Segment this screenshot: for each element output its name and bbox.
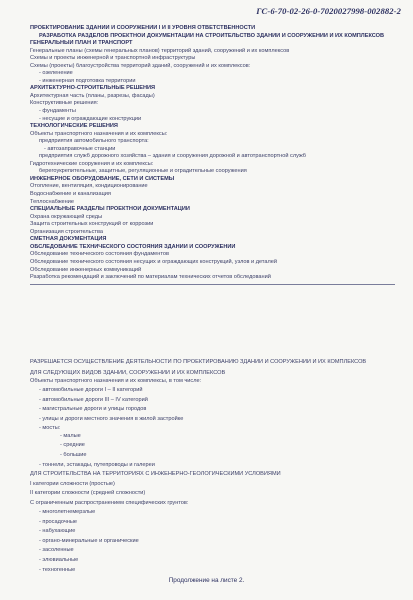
list-item: - техногенные [39,566,76,573]
section-heading: РАЗРАБОТКА РАЗДЕЛОВ ПРОЕКТНОЙ ДОКУМЕНТАЦИИ НА СТРОИТЕЛЬСТВО ЗДАНИЙ И СООРУЖЕНИЙ И ИХ КОМПЛЕКСОВ [39,32,385,39]
section-heading: АРХИТЕКТУРНО-СТРОИТЕЛЬНЫЕ РЕШЕНИЯ [30,85,156,92]
list-item: Объекты транспортного назначения и их комплексы: [30,130,168,137]
list-item: Теплоснабжение [30,198,74,205]
list-item: Схемы (проекты) благоустройства территорий зданий, сооружений и их комплексов: [30,62,251,69]
list-item: - средние [60,442,85,449]
list-item: Охрана окружающей среды [30,213,103,220]
list-item: РАЗРЕШАЕТСЯ ОСУЩЕСТВЛЕНИЕ ДЕЯТЕЛЬНОСТИ ПО ПРОЕКТИРОВАНИЮ ЗДАНИЙ И СООРУЖЕНИЙ И ИХ КОМПЛЕКСОВ [30,359,367,365]
section-heading: ОБСЛЕДОВАНИЕ ТЕХНИЧЕСКОГО СОСТОЯНИЯ ЗДАНИЙ И СООРУЖЕНИЙ [30,243,236,250]
list-item: - озеленение [39,70,73,77]
list-item: Отопление, вентиляция, кондиционирование [30,183,148,190]
list-item: - улицы и дороги местного значения в жилой застройке [39,415,184,422]
list-item: Организация строительства [30,228,103,235]
section-heading: ПРОЕКТИРОВАНИЕ ЗДАНИЙ И СООРУЖЕНИЙ I И II УРОВНЯ ОТВЕТСТВЕННОСТИ [30,25,256,31]
list-item: I категории сложности (простые) [30,480,115,487]
list-item: Обследование технического состояния несущих и ограждающих конструкций, узлов и деталей [30,258,278,265]
section-heading: ИНЖЕНЕРНОЕ ОБОРУДОВАНИЕ, СЕТИ И СИСТЕМЫ [30,175,175,182]
list-item: ДЛЯ СТРОИТЕЛЬСТВА НА ТЕРРИТОРИЯХ С ИНЖЕНЕРНО-ГЕОЛОГИЧЕСКИМИ УСЛОВИЯМИ [30,471,281,478]
list-item: - магистральные дороги и улицы городов [39,406,147,413]
section-design-works [30,25,395,287]
section-heading: СМЕТНАЯ ДОКУМЕНТАЦИЯ [30,236,107,243]
list-item: ДЛЯ СЛЕДУЮЩИХ ВИДОВ ЗДАНИЙ, СООРУЖЕНИЙ И ИХ КОМПЛЕКСОВ [30,370,226,377]
list-item: Объекты транспортного назначения и их комплексы, в том числе: [30,377,202,384]
list-item: Обследование инженерных коммуникаций [30,266,142,273]
list-item: Водоснабжение и канализация [30,191,111,198]
list-item: - многолетнемерзлые [39,509,96,516]
section-heading: СПЕЦИАЛЬНЫЕ РАЗДЕЛЫ ПРОЕКТНОЙ ДОКУМЕНТАЦИИ [30,206,190,213]
list-item: Разработка рекомендаций и заключений по материалам технических отчетов обследований [30,274,271,281]
list-item: Защита строительных конструкций от коррозии [30,221,154,228]
list-item: Конструктивные решения: [30,100,99,107]
list-item: II категории сложности (средней сложности) [30,490,146,497]
list-item: - просадочные [39,518,77,525]
list-item: - автомобильные дороги I – II категорий [39,387,143,394]
list-item: - инженерная подготовка территории [39,77,136,84]
list-item: - элювиальные [39,556,79,563]
list-item: - тоннели, эстакады, путепроводы и галереи [39,461,155,468]
list-item: - фундаменты [39,108,76,115]
list-item: Архитектурная часть (планы, разрезы, фасады) [30,92,155,99]
list-item: Гидротехнические сооружения и их комплексы: [30,160,154,167]
section-heading: ГЕНЕРАЛЬНЫЙ ПЛАН И ТРАНСПОРТ [30,40,133,47]
list-item: - мосты: [39,425,61,432]
list-item: - большие [60,451,87,458]
list-item: предприятия автомобильного транспорта: [39,138,149,145]
list-item: Обследование технического состояния фундаментов [30,251,169,258]
document-number: ГС-6-70-02-26-0-7020027998-002882-2 [256,6,401,16]
list-item: Генеральные планы (схемы генеральных планов) территорий зданий, сооружений и их комплексов [30,47,290,54]
list-item: - несущие и ограждающие конструкции [39,115,142,122]
list-item: - автозаправочные станции [44,145,116,152]
list-item: берегоукрепительные, защитные, регуляционные и оградительные сооружения [39,168,247,175]
list-item: Схемы и проекты инженерной и транспортной инфраструктуры [30,55,196,62]
list-item: - засоленные [39,547,74,554]
list-item: С ограниченным распространением специфических грунтов: [30,499,189,506]
section-permitted-objects [30,359,395,574]
list-item: - малые [60,432,81,439]
section-heading: ТЕХНОЛОГИЧЕСКИЕ РЕШЕНИЯ [30,123,118,130]
list-item: - органо-минеральные и органические [39,537,139,544]
continuation-note: Продолжение на листе 2. [168,577,245,584]
list-item: - набухающие [39,528,76,535]
divider-line [30,284,395,285]
list-item: - автомобильные дороги III – IV категорий [39,396,148,403]
list-item: предприятия служб дорожного хозяйства – здания и сооружения дорожной и автотранспортной служб [39,153,306,160]
